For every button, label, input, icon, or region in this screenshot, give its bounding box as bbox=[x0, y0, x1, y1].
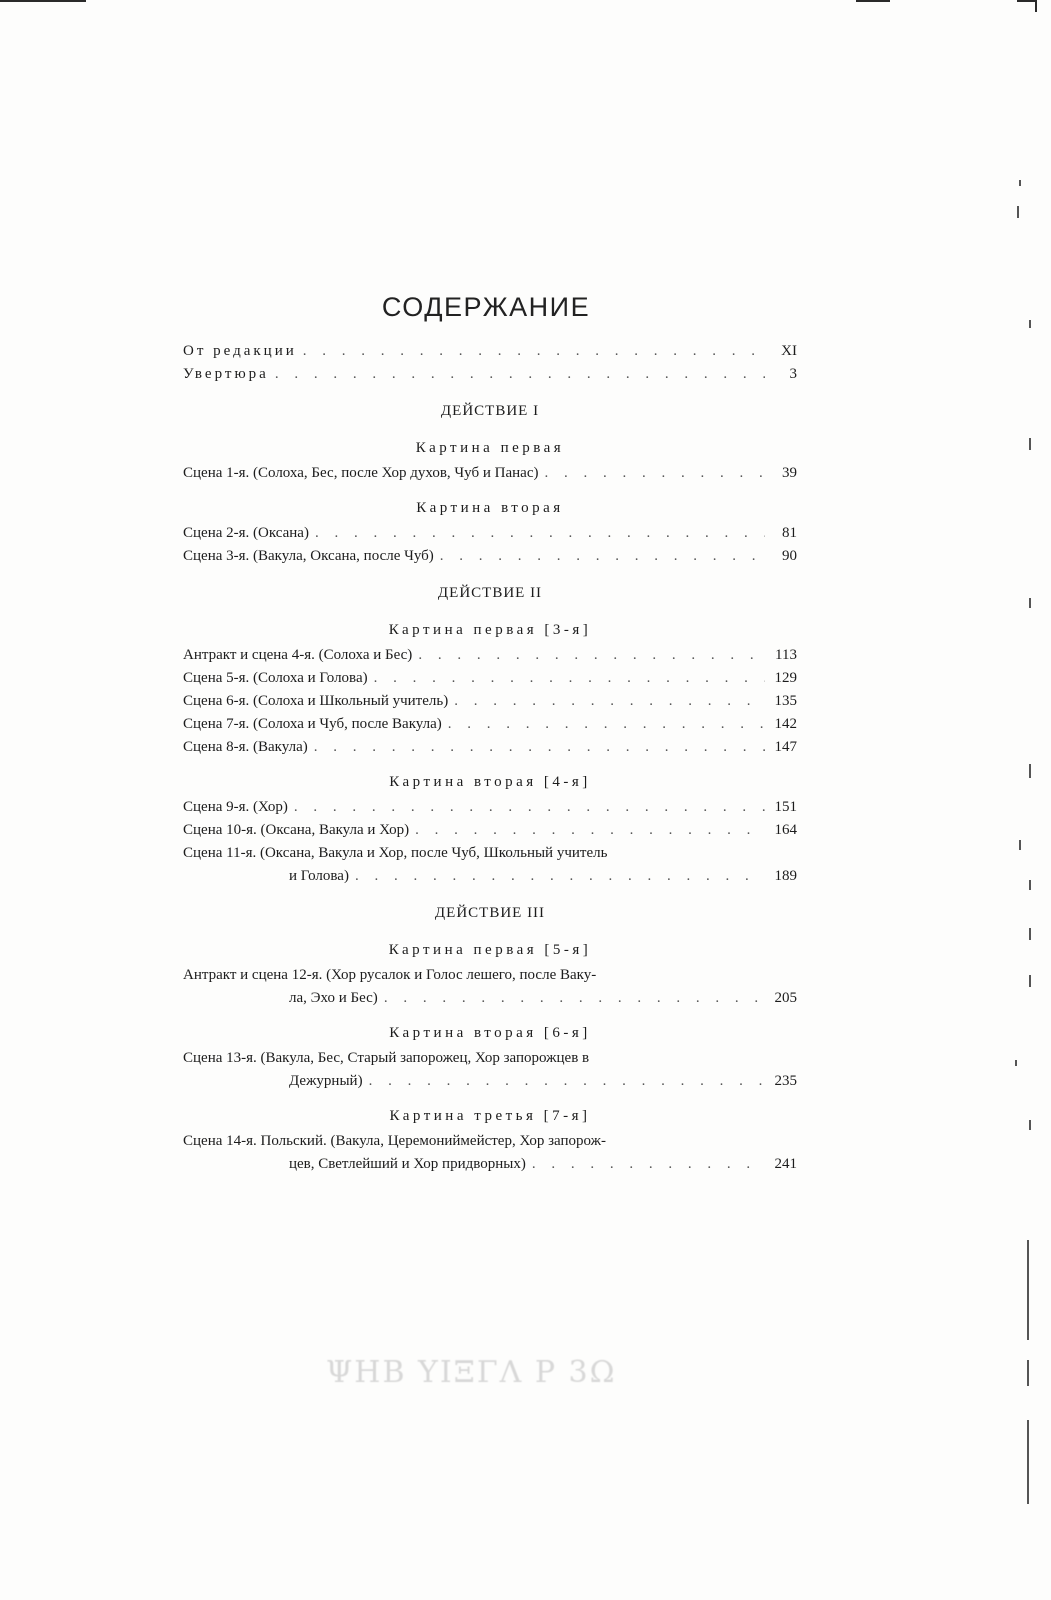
entry-page-number: 3 bbox=[789, 366, 797, 382]
entry-page-number: 81 bbox=[782, 525, 797, 541]
toc-entry[interactable] bbox=[183, 819, 797, 842]
toc-entry[interactable] bbox=[183, 462, 797, 485]
leader-dots bbox=[275, 363, 765, 386]
entry-page-number: 135 bbox=[774, 693, 797, 709]
leader-dots bbox=[384, 987, 765, 1010]
leader-dots bbox=[294, 796, 765, 819]
toc-entry[interactable] bbox=[183, 713, 797, 736]
entry-label: Сцена 14-я. Польский. (Вакула, Церемониймейстер, Хор запорож- bbox=[183, 1133, 607, 1149]
picture-heading: Картина вторая [4-я] bbox=[389, 774, 591, 790]
picture-heading: Картина третья [7-я] bbox=[389, 1108, 591, 1124]
toc-entry-continuation[interactable] bbox=[183, 1070, 797, 1093]
leader-dots bbox=[369, 1070, 765, 1093]
entry-page-number: 151 bbox=[774, 799, 797, 815]
top-left-rule bbox=[0, 0, 86, 2]
leader-dots bbox=[418, 644, 765, 667]
toc-entry-first-line[interactable] bbox=[183, 842, 797, 865]
act-heading: ДЕЙСТВИЕ III bbox=[434, 905, 546, 921]
toc-entry[interactable] bbox=[183, 690, 797, 713]
table-of-contents bbox=[183, 340, 797, 1176]
leader-dots bbox=[440, 545, 765, 568]
entry-page-number: 189 bbox=[774, 868, 797, 884]
toc-entry[interactable] bbox=[183, 667, 797, 690]
entry-page-number: 241 bbox=[774, 1156, 797, 1172]
entry-label-continued: ла, Эхо и Бес) bbox=[289, 990, 378, 1006]
leader-dots bbox=[355, 865, 765, 888]
entry-label: Сцена 7-я. (Солоха и Чуб, после Вакула) bbox=[183, 716, 442, 732]
entry-label: Сцена 5-я. (Солоха и Голова) bbox=[183, 670, 368, 686]
toc-entry-first-line[interactable] bbox=[183, 1130, 797, 1153]
top-right-rule bbox=[856, 0, 890, 2]
leader-dots bbox=[454, 690, 765, 713]
entry-label-continued: цев, Светлейший и Хор придворных) bbox=[289, 1156, 526, 1172]
toc-entry-continuation[interactable] bbox=[183, 1153, 797, 1176]
leader-dots bbox=[544, 462, 765, 485]
picture-heading: Картина вторая [6-я] bbox=[389, 1025, 591, 1041]
entry-label: Сцена 11-я. (Оксана, Вакула и Хор, после Чуб, Школьный учитель bbox=[183, 845, 608, 861]
leader-dots bbox=[532, 1153, 765, 1176]
picture-heading: Картина вторая bbox=[416, 500, 564, 516]
corner-crop-mark bbox=[1017, 0, 1037, 12]
entry-label: Сцена 10-я. (Оксана, Вакула и Хор) bbox=[183, 822, 410, 838]
entry-label: Сцена 2-я. (Оксана) bbox=[183, 525, 309, 541]
entry-label-continued: и Голова) bbox=[289, 868, 349, 884]
leader-dots bbox=[315, 522, 765, 545]
leader-dots bbox=[374, 667, 765, 690]
entry-label: От редакции bbox=[183, 343, 297, 359]
toc-entry[interactable] bbox=[183, 644, 797, 667]
entry-label: Сцена 3-я. (Вакула, Оксана, после Чуб) bbox=[183, 548, 434, 564]
faded-library-stamp: ΨΗΒ ΥΙΞΓΛ Ρ 3Ω bbox=[326, 1355, 617, 1390]
entry-page-number: 235 bbox=[774, 1073, 797, 1089]
page-title: СОДЕРЖАНИЕ bbox=[381, 292, 591, 322]
toc-entry-continuation[interactable] bbox=[183, 865, 797, 888]
entry-label: Сцена 6-я. (Солоха и Школьный учитель) bbox=[183, 693, 449, 709]
leader-dots bbox=[448, 713, 765, 736]
leader-dots bbox=[314, 736, 765, 759]
toc-entry[interactable] bbox=[183, 796, 797, 819]
entry-label: Антракт и сцена 4-я. (Солоха и Бес) bbox=[183, 647, 413, 663]
toc-entry[interactable] bbox=[183, 545, 797, 568]
entry-label: Сцена 1-я. (Солоха, Бес, после Хор духов, Чуб и Панас) bbox=[183, 465, 539, 481]
toc-entry-editorial[interactable] bbox=[183, 340, 797, 363]
margin-specks bbox=[1015, 180, 1035, 1530]
entry-page-number: 205 bbox=[774, 990, 797, 1006]
toc-entry-continuation[interactable] bbox=[183, 987, 797, 1010]
entry-page-number: 129 bbox=[774, 670, 797, 686]
entry-page-number: 39 bbox=[782, 465, 797, 481]
entry-page-number: XI bbox=[781, 343, 797, 359]
toc-entry-first-line[interactable] bbox=[183, 964, 797, 987]
entry-label: Сцена 9-я. (Хор) bbox=[183, 799, 288, 815]
entry-label: Сцена 8-я. (Вакула) bbox=[183, 739, 308, 755]
entry-label: Сцена 13-я. (Вакула, Бес, Старый запорожец, Хор запорожцев в bbox=[183, 1050, 590, 1066]
entry-page-number: 90 bbox=[782, 548, 797, 564]
toc-entry-overture[interactable] bbox=[183, 363, 797, 386]
picture-heading: Картина первая bbox=[415, 440, 565, 456]
leader-dots bbox=[415, 819, 765, 842]
toc-entry[interactable] bbox=[183, 736, 797, 759]
toc-entry-first-line[interactable] bbox=[183, 1047, 797, 1070]
toc-entry[interactable] bbox=[183, 522, 797, 545]
leader-dots bbox=[303, 340, 765, 363]
picture-heading: Картина первая [3-я] bbox=[388, 622, 592, 638]
entry-label: Увертюра bbox=[183, 366, 269, 382]
entry-page-number: 147 bbox=[774, 739, 797, 755]
entry-label: Антракт и сцена 12-я. (Хор русалок и Голос лешего, после Ваку- bbox=[183, 967, 597, 983]
picture-heading: Картина первая [5-я] bbox=[388, 942, 592, 958]
entry-label-continued: Дежурный) bbox=[289, 1073, 363, 1089]
act-heading: ДЕЙСТВИЕ II bbox=[437, 585, 543, 601]
act-heading: ДЕЙСТВИЕ I bbox=[440, 403, 540, 419]
entry-page-number: 142 bbox=[774, 716, 797, 732]
entry-page-number: 164 bbox=[774, 822, 797, 838]
entry-page-number: 113 bbox=[775, 647, 797, 663]
